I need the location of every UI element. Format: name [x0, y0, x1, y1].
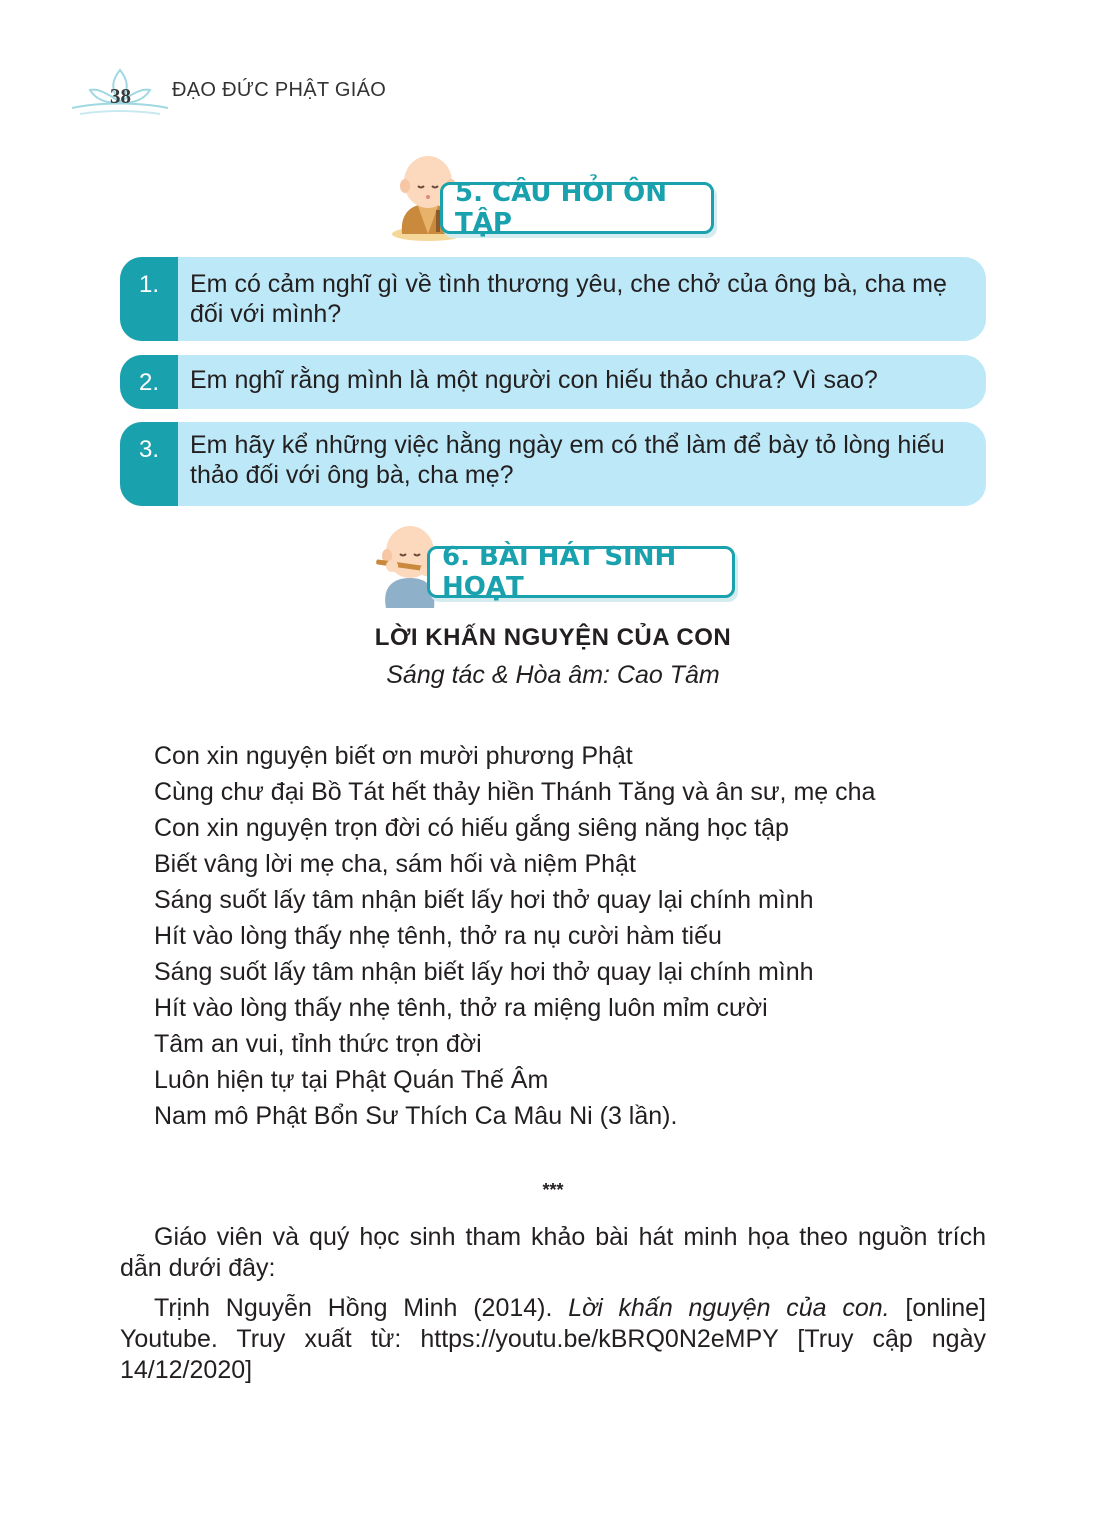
section-6-title: 6. BÀI HÁT SINH HOẠT [427, 546, 735, 598]
lyric-line: Con xin nguyện biết ơn mười phương Phật [154, 742, 633, 770]
reference-citation [120, 1293, 986, 1386]
lyric-line: Con xin nguyện trọn đời có hiếu gắng siêng năng học tập [154, 814, 789, 842]
citation-source: [online] Youtube. Truy xuất từ: https://youtu.be/kBRQ0N2eMPY [Truy cập ngày 14/12/2020] [120, 1294, 986, 1384]
lyric-line: Sáng suốt lấy tâm nhận biết lấy hơi thở quay lại chính mình [154, 958, 814, 986]
question-text: Em có cảm nghĩ gì về tình thương yêu, che chở của ông bà, cha mẹ đối với mình? [190, 270, 947, 328]
lyric-line: Cùng chư đại Bồ Tát hết thảy hiền Thánh Tăng và ân sư, mẹ cha [154, 778, 876, 806]
song-title: LỜI KHẤN NGUYỆN CỦA CON [374, 624, 732, 651]
citation-title: Lời khấn nguyện của con. [568, 1294, 890, 1322]
citation-author: Trịnh Nguyễn Hồng Minh (2014). [154, 1294, 569, 1322]
question-number: 3. [120, 422, 178, 506]
lyric-line: Nam mô Phật Bổn Sư Thích Ca Mâu Ni (3 lần). [154, 1102, 678, 1130]
section-6-heading [370, 520, 740, 612]
question-number: 2. [120, 355, 178, 409]
song-author: Sáng tác & Hòa âm: Cao Tâm [386, 661, 720, 689]
book-title: ĐẠO ĐỨC PHẬT GIÁO [172, 79, 387, 101]
page-number: 38 [110, 84, 131, 108]
lyric-line: Sáng suốt lấy tâm nhận biết lấy hơi thở quay lại chính mình [154, 886, 814, 914]
page-header [70, 68, 390, 118]
lyric-line: Hít vào lòng thấy nhẹ tênh, thở ra nụ cười hàm tiếu [154, 922, 722, 950]
lyric-line: Hít vào lòng thấy nhẹ tênh, thở ra miệng luôn mỉm cười [154, 994, 768, 1022]
lyric-line: Biết vâng lời mẹ cha, sám hối và niệm Phật [154, 850, 636, 878]
lyric-line: Luôn hiện tự tại Phật Quán Thế Âm [154, 1066, 549, 1094]
reference-note: Giáo viên và quý học sinh tham khảo bài hát minh họa theo nguồn trích dẫn dưới đây: [120, 1223, 986, 1282]
question-number: 1. [120, 257, 178, 341]
question-text: Em hãy kể những việc hằng ngày em có thể làm để bày tỏ lòng hiếu thảo đối với ông bà, cha mẹ? [190, 431, 945, 489]
lyric-line: Tâm an vui, tỉnh thức trọn đời [154, 1030, 482, 1058]
separator: *** [542, 1180, 564, 1200]
question-card-1 [120, 257, 986, 341]
section-5-title: 5. CÂU HỎI ÔN TẬP [440, 182, 714, 234]
question-card-3 [120, 422, 986, 506]
question-text: Em nghĩ rằng mình là một người con hiếu thảo chưa? Vì sao? [190, 366, 878, 394]
section-5-heading [388, 150, 718, 242]
question-card-2 [120, 355, 986, 409]
lyrics [154, 738, 875, 1134]
